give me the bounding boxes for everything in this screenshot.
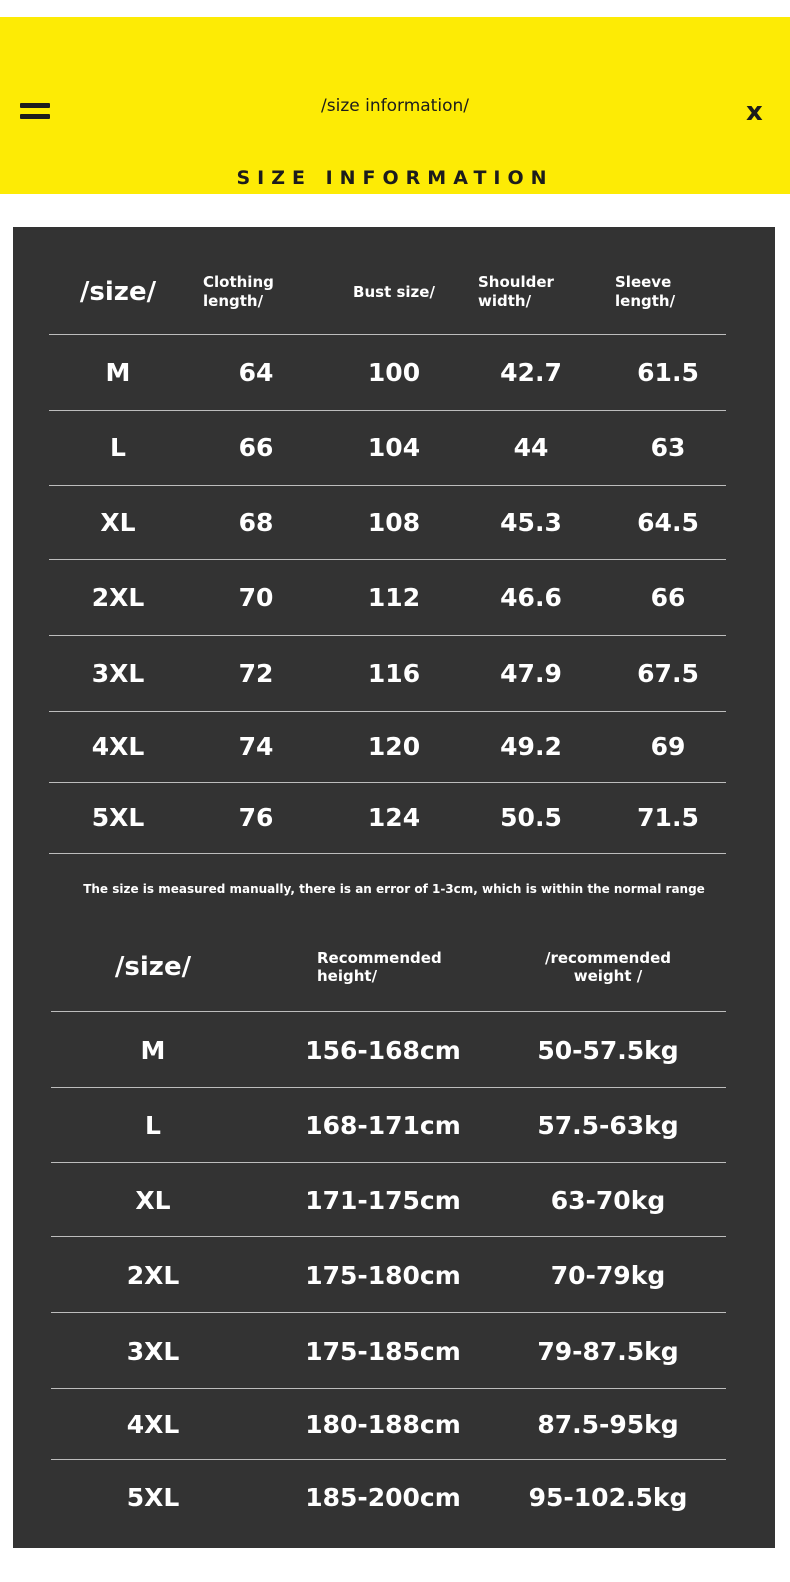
sleeve-length-cell: 64.5 (637, 507, 699, 537)
clothing-length-cell: 74 (238, 732, 274, 761)
table-row (13, 410, 775, 485)
clothing-length-cell: 76 (238, 803, 274, 832)
size-cell: 3XL (91, 658, 145, 688)
header-size: /size/ (114, 952, 192, 982)
size-cell: 5XL (126, 1483, 180, 1512)
size-cell: 2XL (91, 582, 145, 612)
measurement-note: The size is measured manually, there is an error of 1-3cm, which is within the normal range (83, 882, 705, 896)
table-row (13, 485, 775, 559)
sleeve-length-cell: 67.5 (637, 658, 699, 688)
table-row (13, 635, 775, 711)
recommended-weight-cell: 57.5-63kg (537, 1111, 679, 1140)
bust-size-cell: 120 (367, 732, 421, 761)
table-row (13, 1012, 775, 1088)
shoulder-width-cell: 50.5 (500, 803, 562, 832)
table-row (13, 1313, 775, 1389)
size-cell: XL (135, 1185, 171, 1215)
clothing-length-cell: 70 (238, 582, 274, 612)
clothing-length-cell: 64 (238, 358, 274, 387)
header-sleeve-length: Sleeve length/ (615, 273, 676, 310)
size-cell: XL (100, 507, 136, 537)
shoulder-width-cell: 49.2 (500, 732, 562, 761)
recommended-height-cell: 168-171cm (305, 1111, 461, 1140)
header-bust-size: Bust size/ (353, 282, 435, 301)
table-row (13, 782, 775, 853)
recommended-height-cell: 171-175cm (305, 1185, 461, 1215)
bust-size-cell: 124 (367, 803, 421, 832)
size-cell: L (145, 1111, 161, 1140)
sleeve-length-cell: 61.5 (637, 358, 699, 387)
table-row (13, 1237, 775, 1313)
shoulder-width-cell: 47.9 (500, 658, 562, 688)
table-row (13, 559, 775, 635)
recommended-weight-cell: 63-70kg (550, 1185, 666, 1215)
page-title: SIZE INFORMATION (236, 167, 554, 189)
recommended-height-cell: 185-200cm (305, 1483, 461, 1512)
clothing-length-cell: 68 (238, 507, 274, 537)
recommended-weight-cell: 79-87.5kg (537, 1336, 679, 1366)
bust-size-cell: 104 (367, 433, 421, 462)
clothing-length-cell: 72 (238, 658, 274, 688)
bust-size-cell: 112 (367, 582, 421, 612)
recommended-weight-cell: 87.5-95kg (537, 1410, 679, 1439)
bust-size-cell: 116 (367, 658, 421, 688)
recommended-weight-cell: 95-102.5kg (528, 1483, 688, 1512)
sleeve-length-cell: 66 (650, 582, 686, 612)
size-table-header (13, 252, 775, 332)
table-row (13, 711, 775, 782)
size-cell: 4XL (126, 1410, 180, 1439)
size-cell: 2XL (126, 1260, 180, 1290)
sleeve-length-cell: 69 (650, 732, 686, 761)
shoulder-width-cell: 42.7 (500, 358, 562, 387)
recommended-weight-cell: 70-79kg (550, 1260, 666, 1290)
size-chart-panel (13, 227, 775, 1548)
size-cell: 4XL (91, 732, 145, 761)
close-icon[interactable]: x (746, 97, 763, 127)
header-subtitle: /size information/ (321, 96, 469, 116)
recommend-table-header (13, 927, 775, 1007)
header-clothing-length: Clothing length/ (203, 273, 274, 310)
clothing-length-cell: 66 (238, 433, 274, 462)
size-cell: M (140, 1035, 166, 1065)
header-recommended-height: Recommended height/ (317, 949, 442, 985)
table-row (13, 1163, 775, 1237)
size-cell: 3XL (126, 1336, 180, 1366)
recommended-height-cell: 175-180cm (305, 1260, 461, 1290)
recommended-weight-cell: 50-57.5kg (537, 1035, 679, 1065)
header-bar (0, 17, 790, 194)
table-row (13, 1460, 775, 1535)
bust-size-cell: 100 (367, 358, 421, 387)
bust-size-cell: 108 (367, 507, 421, 537)
table-row (13, 335, 775, 410)
recommended-height-cell: 156-168cm (305, 1035, 461, 1065)
divider (49, 853, 726, 854)
shoulder-width-cell: 44 (513, 433, 549, 462)
header-shoulder-width: Shoulder width/ (478, 273, 554, 310)
header-size: /size/ (79, 277, 157, 307)
sleeve-length-cell: 63 (650, 433, 686, 462)
header-recommended-weight: /recommended weight / (545, 949, 672, 985)
shoulder-width-cell: 46.6 (500, 582, 562, 612)
recommended-height-cell: 180-188cm (305, 1410, 461, 1439)
recommended-height-cell: 175-185cm (305, 1336, 461, 1366)
size-cell: M (105, 358, 131, 387)
sleeve-length-cell: 71.5 (637, 803, 699, 832)
shoulder-width-cell: 45.3 (500, 507, 562, 537)
table-row (13, 1088, 775, 1163)
size-cell: 5XL (91, 803, 145, 832)
size-cell: L (110, 433, 126, 462)
table-row (13, 1389, 775, 1460)
